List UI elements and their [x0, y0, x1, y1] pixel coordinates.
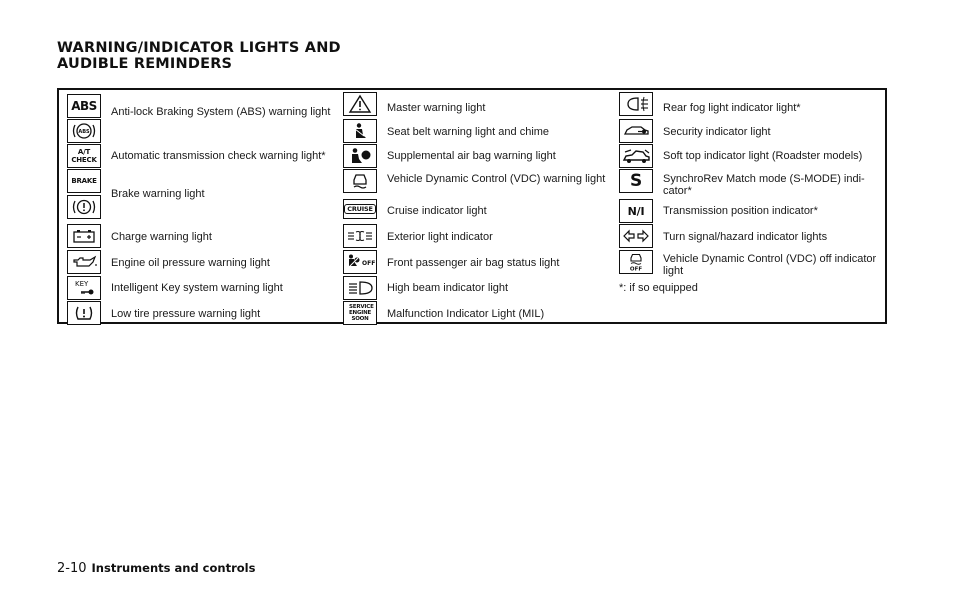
brake-circle-icon-graphic [69, 197, 99, 217]
cruise-icon [343, 199, 377, 219]
light-label-cruise: Cruise indicator light [387, 205, 487, 217]
at-check-icon-text: A/T CHECK [71, 148, 97, 164]
page-title-line-2: AUDIBLE REMINDERS [57, 56, 233, 72]
tire-pressure-icon-graphic [69, 303, 99, 323]
light-label-transmission: Transmission position indicator* [663, 205, 818, 217]
oil-can-icon [67, 250, 101, 274]
light-label-rear-fog: Rear fog light indicator light* [663, 102, 801, 114]
soft-top-icon [619, 144, 653, 168]
light-label-passenger-airbag: Front passenger air bag status light [387, 257, 560, 269]
master-warning-icon-graphic [345, 94, 375, 114]
rear-fog-icon [619, 92, 653, 116]
abs-icon [67, 94, 101, 118]
s-mode-icon-text: S [629, 170, 643, 191]
vdc-icon [343, 169, 377, 193]
passenger-airbag-off-icon-graphic [345, 252, 375, 272]
light-label-airbag: Supplemental air bag warning light [387, 150, 556, 162]
oil-can-icon-graphic [69, 252, 99, 272]
vdc-off-icon-graphic [621, 252, 651, 272]
abs-circle-icon [67, 119, 101, 143]
brake-icon-text: BRAKE [71, 176, 97, 185]
vdc-off-icon-text: OFF [629, 266, 643, 272]
rear-fog-icon-graphic [621, 94, 651, 114]
battery-icon [67, 224, 101, 248]
key-icon-graphic [69, 278, 99, 298]
page-title [57, 40, 341, 72]
transmission-position-icon-text: N/I [627, 204, 645, 218]
lights-table [57, 88, 887, 324]
airbag-icon-graphic [345, 146, 375, 166]
cruise-icon-text: CRUISE [344, 204, 375, 215]
light-label-soft-top: Soft top indicator light (Roadster models) [663, 150, 863, 162]
light-label-at-check: Automatic transmission check warning light* [111, 150, 326, 162]
master-warning-icon [343, 92, 377, 116]
light-label-oil: Engine oil pressure warning light [111, 257, 270, 269]
transmission-position-icon [619, 199, 653, 223]
light-label-key: Intelligent Key system warning light [111, 282, 283, 294]
light-label-vdc: Vehicle Dynamic Control (VDC) warning light [387, 173, 606, 185]
security-car-icon-graphic [621, 121, 651, 141]
turn-signal-icon [619, 224, 653, 248]
brake-icon [67, 169, 101, 193]
exterior-light-icon [343, 224, 377, 248]
passenger-airbag-off-icon-text: OFF [362, 260, 375, 267]
light-label-vdc-off: Vehicle Dynamic Control (VDC) off indicator light [663, 253, 877, 277]
service-engine-soon-icon-text: SERVICE ENGINE SOON [349, 304, 374, 322]
light-label-master: Master warning light [387, 102, 486, 114]
battery-icon-graphic [69, 226, 99, 246]
page-number: 2-10 [57, 561, 87, 576]
airbag-icon [343, 144, 377, 168]
light-label-tire: Low tire pressure warning light [111, 308, 261, 320]
light-label-mil: Malfunction Indicator Light (MIL) [387, 308, 545, 320]
security-car-icon [619, 119, 653, 143]
abs-circle-icon-text: ABS [78, 129, 90, 135]
exterior-light-icon-graphic [345, 226, 375, 246]
at-check-icon [67, 144, 101, 168]
light-label-high-beam: High beam indicator light [387, 282, 509, 294]
section-name: Instruments and controls [91, 561, 256, 575]
light-label-security: Security indicator light [663, 126, 771, 138]
passenger-airbag-off-icon [343, 250, 377, 274]
page-title-line-1: WARNING/INDICATOR LIGHTS AND [57, 40, 341, 56]
vdc-icon-graphic [345, 171, 375, 191]
abs-icon-text: ABS [71, 99, 97, 113]
abs-circle-icon-graphic [69, 121, 99, 141]
light-label-seat-belt: Seat belt warning light and chime [387, 126, 550, 138]
service-engine-soon-icon [343, 301, 377, 325]
light-label-abs: Anti-lock Braking System (ABS) warning light [111, 106, 331, 118]
light-label-charge: Charge warning light [111, 231, 212, 243]
tire-pressure-icon [67, 301, 101, 325]
light-label-s-mode: SynchroRev Match mode (S-MODE) indi-cator* [663, 173, 865, 197]
page-footer [57, 560, 255, 577]
light-label-exterior: Exterior light indicator [387, 231, 493, 243]
vdc-off-icon [619, 250, 653, 274]
seat-belt-icon [343, 119, 377, 143]
high-beam-icon [343, 276, 377, 300]
soft-top-icon-graphic [621, 146, 651, 166]
key-icon [67, 276, 101, 300]
footnote: *: if so equipped [619, 282, 698, 294]
seat-belt-icon-graphic [345, 121, 375, 141]
brake-circle-icon [67, 195, 101, 219]
light-label-turn-signal: Turn signal/hazard indicator lights [663, 231, 828, 243]
high-beam-icon-graphic [345, 278, 375, 298]
s-mode-icon [619, 169, 653, 193]
light-label-brake: Brake warning light [111, 188, 205, 200]
key-icon-text: KEY [75, 280, 89, 288]
turn-signal-icon-graphic [621, 226, 651, 246]
